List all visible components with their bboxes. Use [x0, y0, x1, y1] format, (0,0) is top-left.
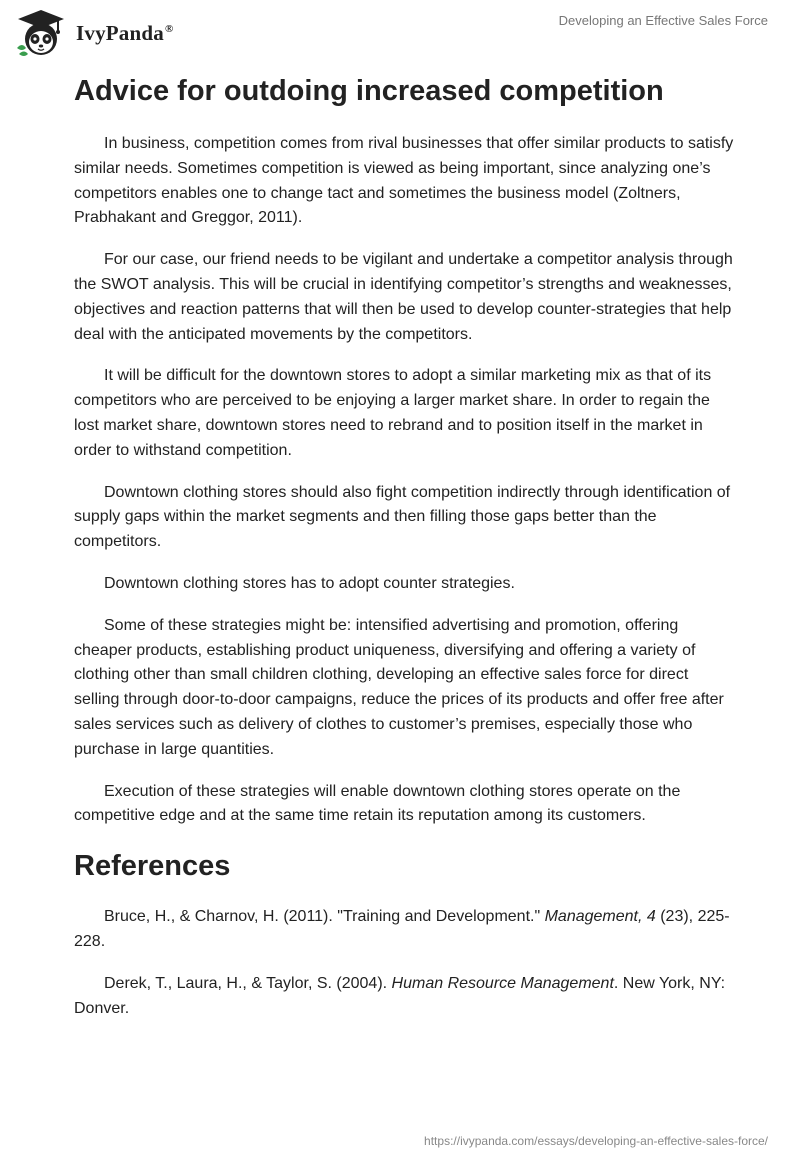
body-paragraph: For our case, our friend needs to be vigilant and undertake a competitor analysis through the SWOT analysis. This will be crucial in identifying competitor’s strengths and weaknesses, objectives and reaction patterns that will then be used to develop counter-strategies that help deal with the anticipated movements by the competitors. — [74, 251, 733, 343]
ivypanda-logo[interactable] — [14, 8, 173, 58]
section-title: Advice for outdoing increased competition — [74, 75, 664, 107]
source-url[interactable]: https://ivypanda.com/essays/developing-an-effective-sales-force/ — [424, 1134, 768, 1148]
essay-content — [74, 72, 734, 1038]
body-paragraph: Execution of these strategies will enable downtown clothing stores operate on the competitive edge and at the same time retain its reputation among its customers. — [74, 782, 681, 825]
running-title: Developing an Effective Sales Force — [558, 13, 768, 28]
body-paragraph: It will be difficult for the downtown stores to adopt a similar marketing mix as that of its competitors who are perceived to be enjoying a larger market share. In order to regain the lost market share, downtown stores need to rebrand and to position itself in the market in order to withstand competition. — [74, 367, 712, 459]
page-header — [0, 0, 800, 64]
panda-graduate-icon — [14, 8, 68, 58]
body-paragraph: Downtown clothing stores should also fight competition indirectly through identification of supply gaps within the market segments and then filling those gaps better than the competitors. — [74, 483, 731, 551]
body-paragraph: Some of these strategies might be: intensified advertising and promotion, offering cheaper products, establishing product uniqueness, diversifying and offering a variety of clothing other than small children clothing, developing an effective sales force for direct selling through door-to-door campaigns, reduce the prices of its products and offer free after sales services such as delivery of clothes to customer’s premises, especially those who purchase in large quantities. — [74, 616, 724, 758]
body-paragraph: In business, competition comes from rival businesses that offer similar products to satisfy similar needs. Sometimes competition is viewed as being important, since analyzing one’s competitors enables one to change tact and sometimes the business model (Zoltners, Prabhakant and Greggor, 2011). — [74, 135, 734, 227]
references-title: References — [74, 850, 231, 883]
reference-item: Bruce, H., & Charnov, H. (2011). "Training and Development." Management, 4 (23), 225-228. — [74, 908, 730, 950]
body-paragraph: Downtown clothing stores has to adopt counter strategies. — [104, 574, 515, 592]
brand-name: IvyPanda® — [76, 20, 174, 45]
reference-item: Derek, T., Laura, H., & Taylor, S. (2004). Human Resource Management. New York, NY: Donver. — [74, 974, 726, 1017]
